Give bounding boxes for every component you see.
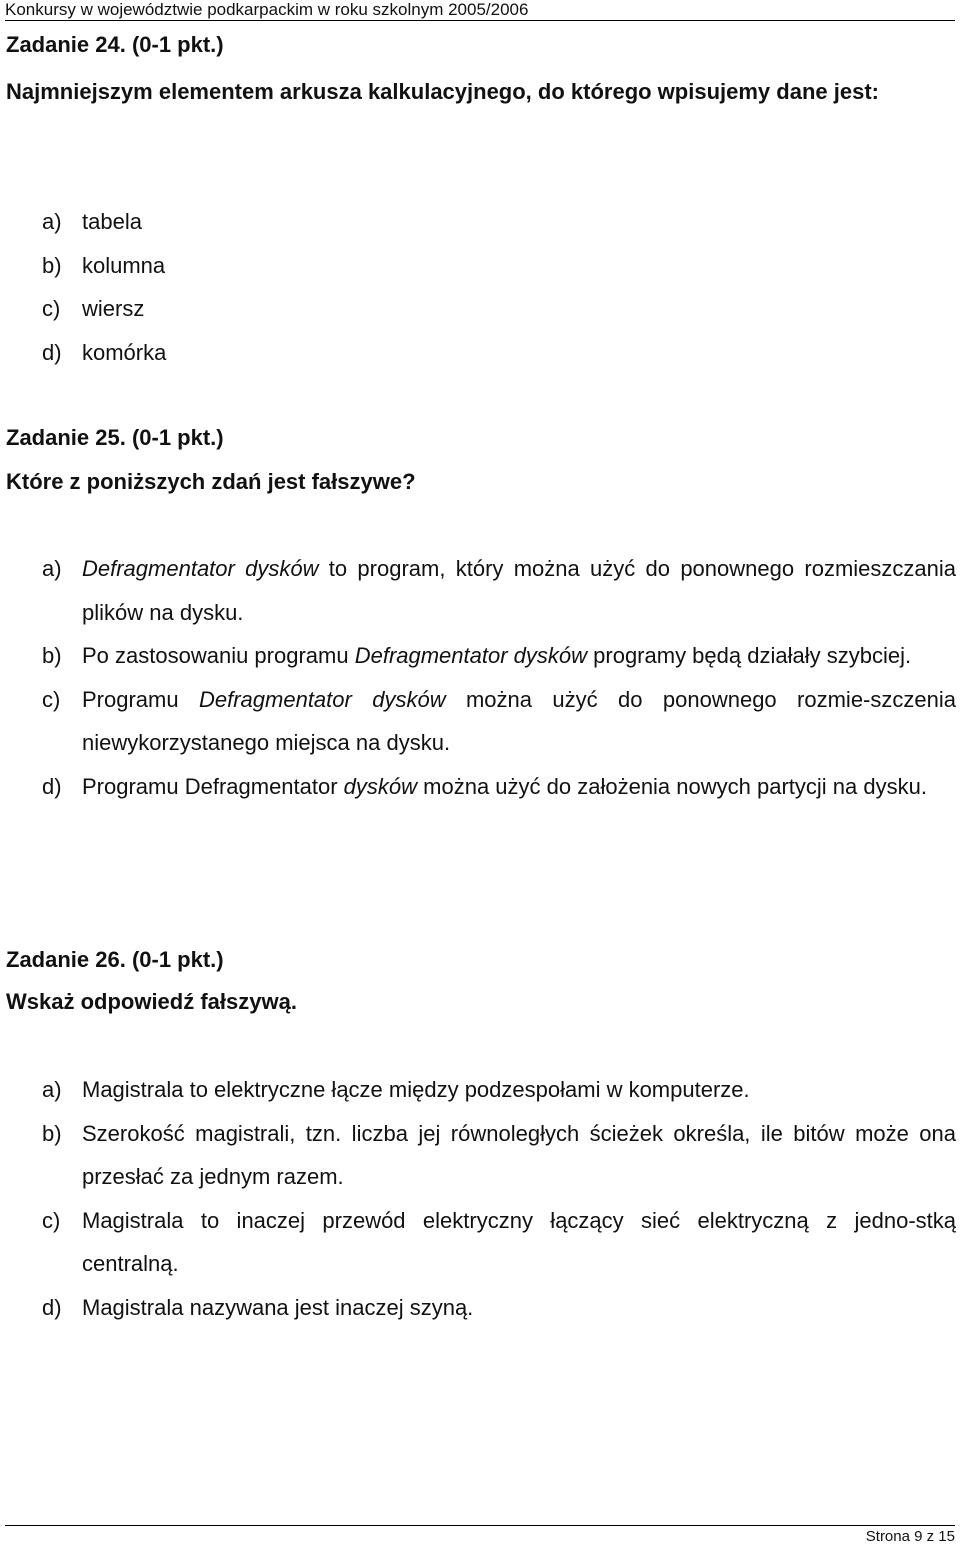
answer-d: d) Programu Defragmentator dysków można użyć do założenia nowych partycji na dysku. [42, 773, 927, 799]
task-26-title: Zadanie 26. (0-1 pkt.) [6, 947, 224, 972]
task-26-question: Wskaż odpowiedź fałszywą. [6, 989, 297, 1014]
answer-d: d) Magistrala nazywana jest inaczej szyną. [42, 1294, 474, 1320]
answer-c: c) Magistrala to inaczej przewód elektryczny łączący sieć elektryczną z jedno-stką centralną. [42, 1207, 956, 1276]
answer-b: b) kolumna [42, 252, 166, 278]
answer-c: c) wiersz [42, 296, 145, 321]
footer-divider [5, 1525, 955, 1526]
task-25-answers [42, 547, 956, 808]
answer-a: a) tabela [42, 209, 142, 234]
answer-c: c) Programu Defragmentator dysków można użyć do ponownego rozmie-szczenia niewykorzystanego miejsca na dysku. [42, 686, 956, 755]
task-24-title: Zadanie 24. (0-1 pkt.) [6, 32, 224, 57]
task-24-answers [42, 200, 956, 374]
answer-a: a) Defragmentator dysków to program, który można użyć do ponownego rozmieszczania plików na dysku. [42, 556, 956, 625]
task-25-title: Zadanie 25. (0-1 pkt.) [6, 425, 224, 450]
answer-b: b) Po zastosowaniu programu Defragmentator dysków programy będą działały szybciej. [42, 643, 912, 668]
task-25-question: Które z poniższych zdań jest fałszywe? [6, 469, 416, 494]
page-header: Konkursy w województwie podkarpackim w roku szkolnym 2005/2006 [5, 0, 955, 21]
answer-b: b) Szerokość magistrali, tzn. liczba jej równoległych ścieżek określa, ile bitów może ona przesłać za jednym razem. [42, 1120, 956, 1189]
page-number: Strona 9 z 15 [865, 1528, 955, 1545]
task-26-answers [42, 1068, 956, 1329]
answer-a: a) Magistrala to elektryczne łącze między podzespołami w komputerze. [42, 1077, 750, 1102]
task-24-question: Najmniejszym elementem arkusza kalkulacyjnego, do którego wpisujemy dane jest: [6, 79, 879, 104]
answer-d: d) komórka [42, 339, 167, 365]
